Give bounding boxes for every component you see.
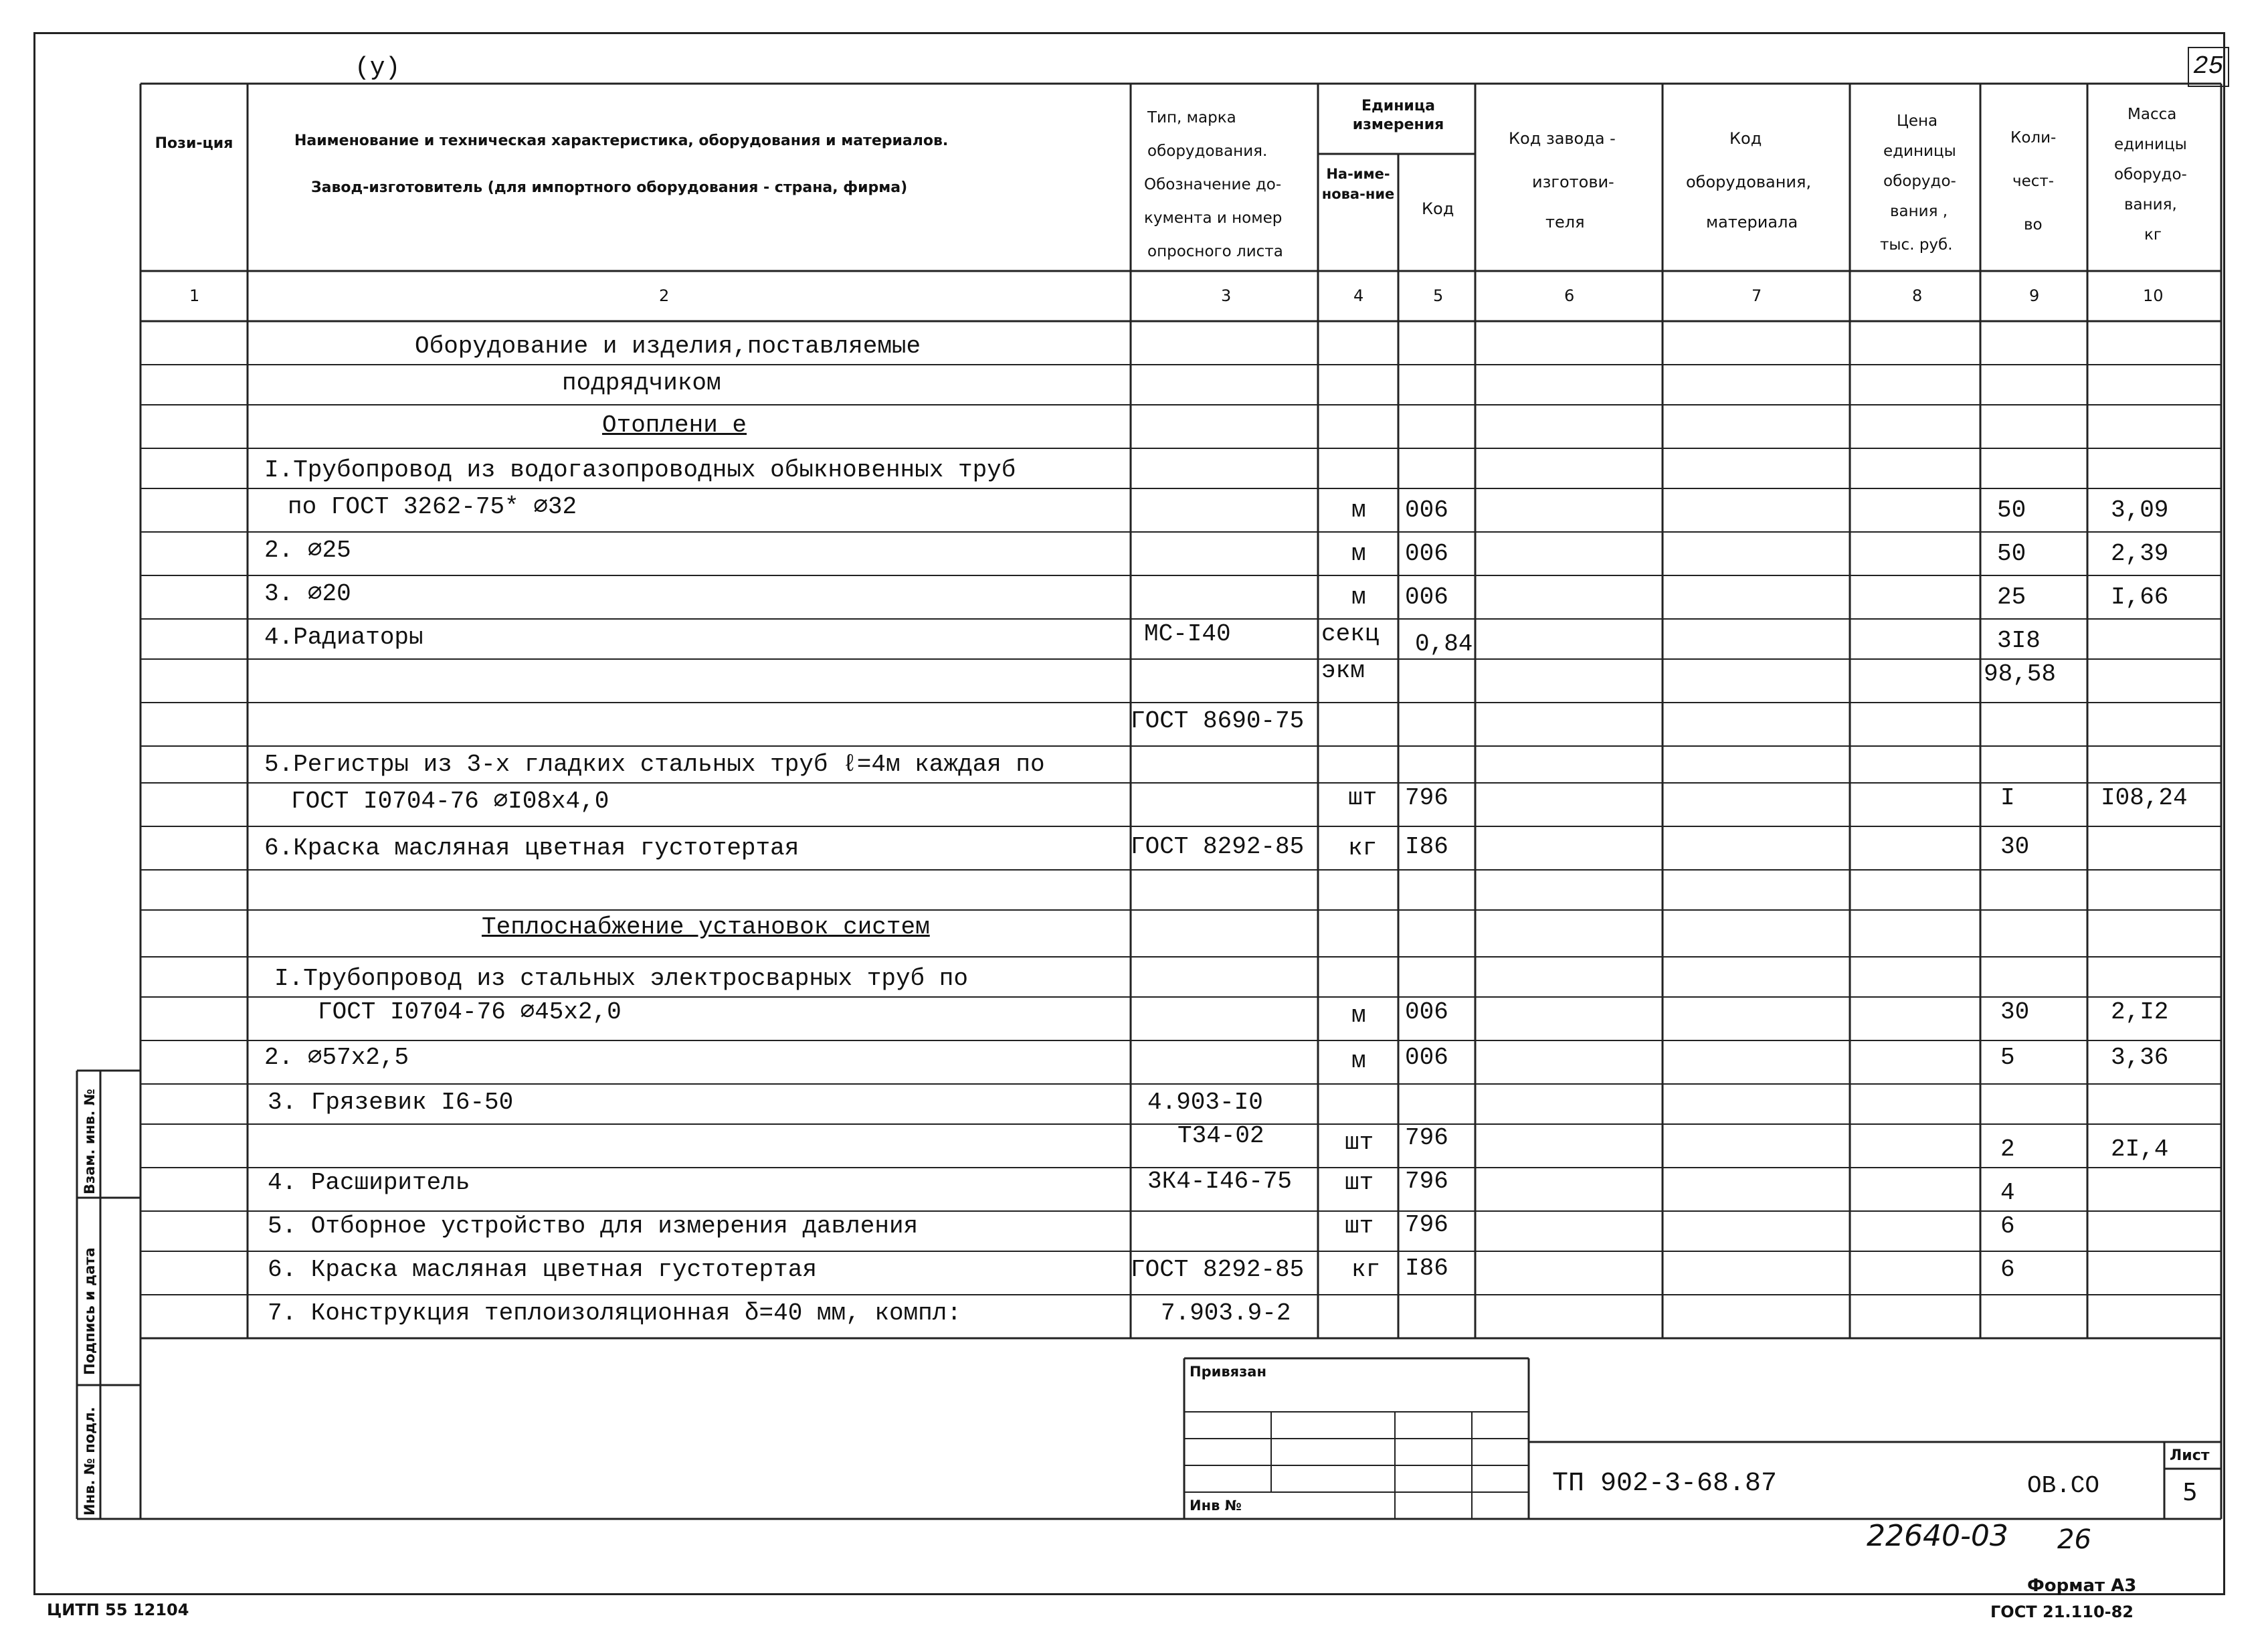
row-unit: м	[1351, 583, 1366, 611]
stamp-code: ЦИТП 55 12104	[47, 1601, 189, 1619]
header-price-5: тыс. руб.	[1880, 236, 1953, 254]
row-name: 4.Радиаторы	[264, 624, 423, 651]
header-type-line3: Обозначение до-	[1144, 176, 1282, 193]
row-unit: кг	[1348, 834, 1378, 862]
header-mass-2: единицы	[2114, 136, 2187, 153]
row-name: подрядчиком	[562, 369, 721, 397]
row-code: 006	[1405, 583, 1448, 611]
header-quantity-2: чест-	[2012, 173, 2055, 190]
row-mass: 2,I2	[2111, 998, 2169, 1026]
side-label-inv: Инв. № подл.	[82, 1406, 98, 1516]
row-qty: 2	[2000, 1135, 2015, 1163]
row-type: МС-I40	[1144, 620, 1231, 648]
header-mass-3: оборудо-	[2114, 166, 2187, 183]
row-name: 5. Отборное устройство для измерения давления	[268, 1212, 919, 1240]
row-unit: секц	[1321, 620, 1380, 648]
col-number: 10	[2143, 286, 2164, 305]
header-equipment-code-1: Код	[1729, 129, 1762, 148]
row-unit: шт	[1345, 1129, 1374, 1156]
header-price-3: оборудо-	[1883, 173, 1956, 190]
row-code: 006	[1405, 1044, 1448, 1071]
row-name: I.Трубопровод из водогазопроводных обыкновенных труб	[264, 456, 1016, 484]
section-title-heat-supply: Теплоснабжение установок систем	[482, 913, 930, 941]
header-type-line1: Тип, марка	[1147, 109, 1236, 126]
header-name-line1: Наименование и техническая характеристика, оборудования и материалов.	[294, 132, 949, 149]
row-name: 6.Краска масляная цветная густотертая	[264, 834, 799, 862]
row-qty: I	[2000, 784, 2015, 812]
row-name: ГОСТ I0704-76 ∅45x2,0	[318, 998, 622, 1026]
row-unit: м	[1351, 1047, 1366, 1075]
row-unit: экм	[1321, 657, 1365, 685]
row-unit: кг	[1351, 1256, 1381, 1283]
title-privyazan: Привязан	[1190, 1364, 1266, 1380]
row-qty: 4	[2000, 1179, 2015, 1206]
row-name: 7. Конструкция теплоизоляционная δ=40 мм, компл:	[268, 1299, 961, 1327]
header-mass-1: Масса	[2128, 106, 2177, 123]
row-code: 006	[1405, 998, 1448, 1026]
section-title-heating: Отоплени е	[602, 412, 747, 439]
format-label: Формат А3	[2027, 1576, 2137, 1596]
title-list-label: Лист	[2170, 1447, 2210, 1464]
header-equipment-code-2: оборудования,	[1686, 173, 1812, 191]
header-plant-code-3: теля	[1545, 213, 1585, 232]
row-qty: 25	[1997, 583, 2026, 611]
row-mass: I,66	[2111, 583, 2169, 611]
header-quantity-3: во	[2024, 216, 2043, 234]
row-code: 006	[1405, 540, 1448, 567]
row-qty: 50	[1997, 496, 2026, 524]
col-number: 4	[1353, 286, 1364, 305]
col-number: 3	[1221, 286, 1232, 305]
row-code: 0,84	[1415, 630, 1473, 658]
row-name: 4. Расширитель	[268, 1169, 470, 1196]
row-type: 3К4-I46-75	[1147, 1168, 1293, 1195]
row-unit: шт	[1345, 1169, 1374, 1196]
row-unit: шт	[1345, 1212, 1374, 1240]
row-name: Оборудование и изделия,поставляемые	[415, 333, 921, 360]
row-type: ГОСТ 8292-85	[1131, 1256, 1305, 1283]
title-mark: ОВ.СО	[2027, 1472, 2100, 1499]
col-number: 7	[1752, 286, 1762, 305]
row-type: Т34-02	[1177, 1122, 1264, 1150]
col-number: 8	[1912, 286, 1923, 305]
row-qty: 30	[2000, 998, 2030, 1026]
col-number: 9	[2029, 286, 2040, 305]
row-name: по ГОСТ 3262-75* ∅32	[288, 493, 577, 521]
handwritten-number: 22640-03	[1867, 1519, 2008, 1553]
header-unit: Единица измерения	[1352, 98, 1444, 133]
row-mass: 3,09	[2111, 496, 2169, 524]
row-mass: 3,36	[2111, 1044, 2169, 1071]
header-unit-name: На-име-нова-ние	[1321, 166, 1395, 202]
row-type: ГОСТ 8690-75	[1131, 707, 1305, 735]
header-mass-5: кг	[2144, 226, 2162, 244]
title-inv-no: Инв №	[1190, 1497, 1242, 1514]
corner-sheet-number: 25	[2193, 52, 2224, 81]
row-name: 3. ∅20	[264, 580, 351, 608]
row-code: I86	[1405, 833, 1448, 860]
header-unit-code: Код	[1422, 199, 1454, 218]
row-unit: шт	[1348, 784, 1378, 812]
row-type: 7.903.9-2	[1161, 1299, 1291, 1327]
row-code: I86	[1405, 1255, 1448, 1282]
header-equipment-code-3: материала	[1706, 213, 1798, 232]
top-marker: (у)	[355, 54, 401, 82]
row-type: ГОСТ 8292-85	[1131, 833, 1305, 860]
header-mass-4: вания,	[2124, 196, 2177, 213]
header-plant-code-1: Код завода -	[1509, 129, 1616, 148]
row-qty: 3I8	[1997, 627, 2041, 654]
header-position: Пози-ция	[155, 135, 233, 152]
header-type-line4: кумента и номер	[1144, 209, 1283, 227]
col-number: 5	[1433, 286, 1444, 305]
row-mass: I08,24	[2101, 784, 2188, 812]
title-list-number: 5	[2182, 1479, 2198, 1506]
row-name: I.Трубопровод из стальных электросварных труб по	[274, 965, 968, 992]
row-name: 6. Краска масляная цветная густотертая	[268, 1256, 817, 1283]
row-qty: 6	[2000, 1256, 2015, 1283]
handwritten-page: 26	[2057, 1524, 2091, 1555]
row-qty: 50	[1997, 540, 2026, 567]
col-number: 1	[189, 286, 200, 305]
col-number: 6	[1564, 286, 1575, 305]
row-type: 4.903-I0	[1147, 1089, 1263, 1116]
row-name: 2. ∅57x2,5	[264, 1044, 409, 1071]
header-quantity-1: Коли-	[2010, 129, 2057, 147]
side-label-vzam: Взам. инв. №	[82, 1089, 98, 1194]
row-name: 3. Грязевик I6-50	[268, 1089, 514, 1116]
row-name: 5.Регистры из 3-х гладких стальных труб ℓ=4м каждая по	[264, 751, 1045, 778]
row-mass: 2,39	[2111, 540, 2169, 567]
row-unit: м	[1351, 540, 1366, 567]
header-price-2: единицы	[1883, 143, 1956, 160]
row-unit: м	[1351, 1002, 1366, 1029]
row-qty: 98,58	[1984, 660, 2057, 688]
title-doc-code: ТП 902-3-68.87	[1552, 1469, 1778, 1499]
header-plant-code-2: изготови-	[1532, 173, 1614, 191]
row-code: 006	[1405, 496, 1448, 524]
row-qty: 30	[2000, 833, 2030, 860]
row-qty: 6	[2000, 1212, 2015, 1240]
row-unit: м	[1351, 496, 1366, 524]
row-code: 796	[1405, 1211, 1448, 1239]
row-name: 2. ∅25	[264, 537, 351, 564]
row-code: 796	[1405, 1168, 1448, 1195]
side-label-podpis: Подпись и дата	[82, 1247, 98, 1375]
header-type-line5: опросного листа	[1147, 243, 1283, 260]
row-qty: 5	[2000, 1044, 2015, 1071]
col-number: 2	[659, 286, 670, 305]
row-name: ГОСТ I0704-76 ∅I08x4,0	[291, 788, 609, 815]
gost-label: ГОСТ 21.110-82	[1990, 1603, 2134, 1621]
row-code: 796	[1405, 1124, 1448, 1152]
header-price-1: Цена	[1897, 112, 1938, 130]
row-code: 796	[1405, 784, 1448, 812]
header-price-4: вания ,	[1890, 203, 1948, 220]
header-type-line2: оборудования.	[1147, 143, 1268, 160]
header-name-line2: Завод-изготовитель (для импортного оборудования - страна, фирма)	[311, 179, 908, 196]
row-mass: 2I,4	[2111, 1135, 2169, 1163]
